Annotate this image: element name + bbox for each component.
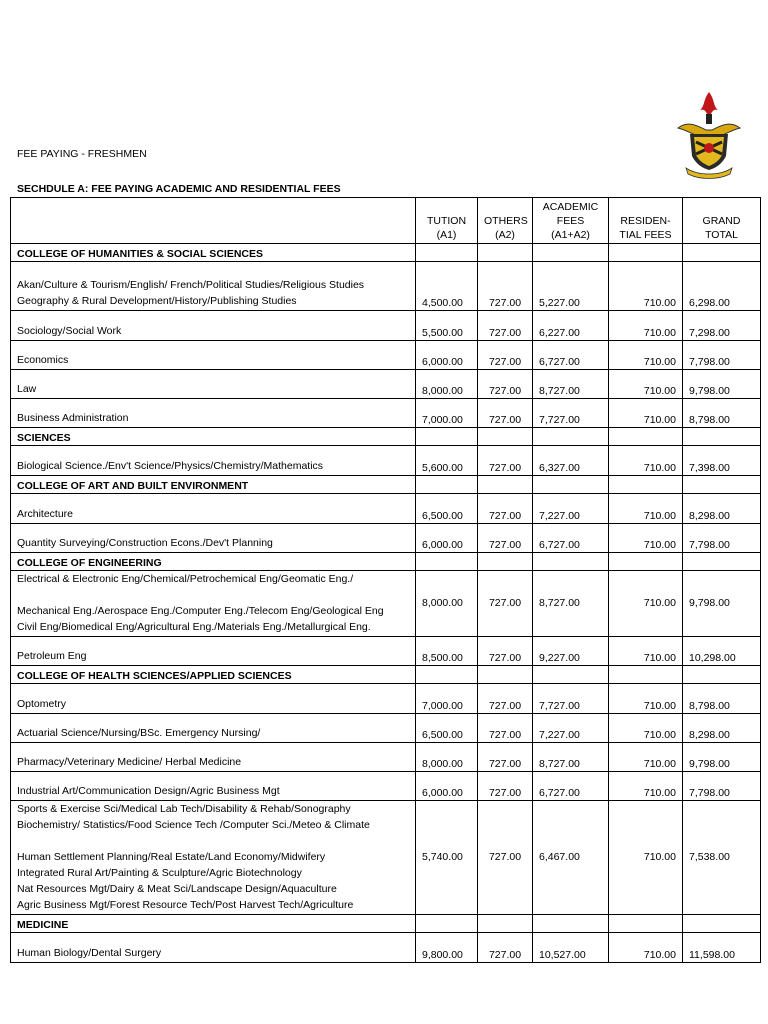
programme-cell (11, 262, 416, 311)
total-cell: 11,598.00 (683, 933, 761, 963)
programme-line: Biological Science./Env't Science/Physics/Chemistry/Mathematics (17, 460, 324, 472)
table-row (11, 571, 761, 637)
academic-fees-column-header: ACADEMIC FEES (A1+A2) (533, 198, 609, 244)
total-cell: 7,538.00 (683, 801, 761, 915)
residential-cell: 710.00 (609, 446, 683, 476)
others-cell: 727.00 (478, 772, 533, 801)
residential-cell: 710.00 (609, 399, 683, 428)
programme-line: Human Settlement Planning/Real Estate/Land Economy/Midwifery (17, 851, 326, 863)
tuition-cell: 6,000.00 (416, 772, 478, 801)
residential-cell: 710.00 (609, 524, 683, 553)
academic-cell: 6,727.00 (533, 524, 609, 553)
others-cell: 727.00 (478, 714, 533, 743)
residential-cell: 710.00 (609, 933, 683, 963)
total-cell: 7,798.00 (683, 772, 761, 801)
total-cell: 8,298.00 (683, 714, 761, 743)
empty-cell (683, 428, 761, 446)
table-row (11, 801, 761, 915)
tuition-cell: 7,000.00 (416, 399, 478, 428)
table-row (11, 446, 761, 476)
programme-line: Law (17, 383, 37, 395)
others-cell: 727.00 (478, 571, 533, 637)
programme-line: Industrial Art/Communication Design/Agric Business Mgt (17, 785, 280, 797)
total-cell: 7,798.00 (683, 524, 761, 553)
programme-line: Human Biology/Dental Surgery (17, 947, 162, 959)
total-cell: 8,798.00 (683, 684, 761, 714)
residential-cell: 710.00 (609, 571, 683, 637)
academic-cell: 8,727.00 (533, 571, 609, 637)
programme-cell (11, 494, 416, 524)
programme-line: Economics (17, 354, 69, 366)
empty-cell (478, 553, 533, 571)
tuition-cell: 5,600.00 (416, 446, 478, 476)
programme-line: Civil Eng/Biomedical Eng/Agricultural Eng./Materials Eng./Metallurgical Eng. (17, 621, 371, 633)
academic-cell: 9,227.00 (533, 637, 609, 666)
table-row (11, 684, 761, 714)
table-row (11, 399, 761, 428)
tuition-cell: 5,500.00 (416, 311, 478, 341)
academic-cell: 8,727.00 (533, 743, 609, 772)
empty-cell (416, 666, 478, 684)
empty-cell (533, 666, 609, 684)
section-title: COLLEGE OF ART AND BUILT ENVIRONMENT (11, 476, 416, 494)
others-cell: 727.00 (478, 399, 533, 428)
programme-line: Optometry (17, 698, 67, 710)
others-cell: 727.00 (478, 494, 533, 524)
programme-cell (11, 714, 416, 743)
empty-cell (478, 915, 533, 933)
empty-cell (609, 553, 683, 571)
empty-cell (478, 666, 533, 684)
academic-cell: 7,727.00 (533, 684, 609, 714)
programme-line: Petroleum Eng (17, 650, 87, 662)
page-title: FEE PAYING - FRESHMEN (17, 148, 147, 160)
residential-cell: 710.00 (609, 311, 683, 341)
others-cell: 727.00 (478, 446, 533, 476)
residential-fees-column-header: RESIDEN- TIAL FEES (609, 198, 683, 244)
academic-cell: 6,227.00 (533, 311, 609, 341)
residential-cell: 710.00 (609, 262, 683, 311)
tuition-cell: 6,000.00 (416, 341, 478, 370)
total-cell: 6,298.00 (683, 262, 761, 311)
empty-cell (416, 476, 478, 494)
section-header-row (11, 666, 761, 684)
empty-cell (533, 915, 609, 933)
residential-cell: 710.00 (609, 772, 683, 801)
empty-cell (683, 915, 761, 933)
programme-cell (11, 571, 416, 637)
table-row (11, 311, 761, 341)
section-title: MEDICINE (11, 915, 416, 933)
academic-cell: 7,227.00 (533, 714, 609, 743)
table-row (11, 524, 761, 553)
residential-cell: 710.00 (609, 637, 683, 666)
residential-cell: 710.00 (609, 743, 683, 772)
others-cell: 727.00 (478, 933, 533, 963)
table-row (11, 370, 761, 399)
table-row (11, 743, 761, 772)
total-cell: 7,398.00 (683, 446, 761, 476)
residential-cell: 710.00 (609, 684, 683, 714)
academic-cell: 6,327.00 (533, 446, 609, 476)
others-cell: 727.00 (478, 341, 533, 370)
table-row (11, 341, 761, 370)
programme-cell (11, 637, 416, 666)
total-cell: 10,298.00 (683, 637, 761, 666)
table-row (11, 637, 761, 666)
section-header-row (11, 553, 761, 571)
programme-cell (11, 399, 416, 428)
section-header-row (11, 476, 761, 494)
academic-cell: 6,727.00 (533, 341, 609, 370)
programme-cell (11, 524, 416, 553)
table-row (11, 494, 761, 524)
tuition-cell: 9,800.00 (416, 933, 478, 963)
empty-cell (533, 244, 609, 262)
academic-cell: 7,727.00 (533, 399, 609, 428)
empty-cell (416, 553, 478, 571)
programme-cell (11, 801, 416, 915)
schedule-title: SECHDULE A: FEE PAYING ACADEMIC AND RESIDENTIAL FEES (17, 183, 341, 195)
others-cell: 727.00 (478, 801, 533, 915)
programme-line: Electrical & Electronic Eng/Chemical/Petrochemical Eng/Geomatic Eng./ (17, 573, 354, 585)
section-title: COLLEGE OF HEALTH SCIENCES/APPLIED SCIENCES (11, 666, 416, 684)
programme-line: Biochemistry/ Statistics/Food Science Tech /Computer Sci./Meteo & Climate (17, 819, 370, 831)
total-cell: 7,298.00 (683, 311, 761, 341)
tuition-cell: 8,500.00 (416, 637, 478, 666)
total-cell: 9,798.00 (683, 571, 761, 637)
programme-cell (11, 311, 416, 341)
tuition-cell: 8,000.00 (416, 370, 478, 399)
tuition-column-header: TUTION (A1) (416, 198, 478, 244)
total-cell: 8,798.00 (683, 399, 761, 428)
others-cell: 727.00 (478, 637, 533, 666)
programme-cell (11, 341, 416, 370)
empty-cell (533, 428, 609, 446)
tuition-cell: 8,000.00 (416, 743, 478, 772)
residential-cell: 710.00 (609, 801, 683, 915)
others-cell: 727.00 (478, 370, 533, 399)
grand-total-column-header: GRAND TOTAL (683, 198, 761, 244)
programme-line: Geography & Rural Development/History/Publishing Studies (17, 295, 297, 307)
empty-cell (683, 666, 761, 684)
empty-cell (683, 553, 761, 571)
academic-cell: 7,227.00 (533, 494, 609, 524)
empty-cell (533, 553, 609, 571)
tuition-cell: 6,000.00 (416, 524, 478, 553)
empty-cell (478, 428, 533, 446)
tuition-cell: 7,000.00 (416, 684, 478, 714)
total-cell: 7,798.00 (683, 341, 761, 370)
others-cell: 727.00 (478, 262, 533, 311)
programme-line: Akan/Culture & Tourism/English/ French/Political Studies/Religious Studies (17, 279, 365, 291)
programme-line: Nat Resources Mgt/Dairy & Meat Sci/Landscape Design/Aquaculture (17, 883, 337, 895)
tuition-cell: 4,500.00 (416, 262, 478, 311)
empty-cell (478, 476, 533, 494)
tuition-cell: 8,000.00 (416, 571, 478, 637)
total-cell: 9,798.00 (683, 743, 761, 772)
empty-cell (416, 428, 478, 446)
programme-line: Actuarial Science/Nursing/BSc. Emergency Nursing/ (17, 727, 261, 739)
programme-cell (11, 743, 416, 772)
empty-cell (683, 244, 761, 262)
section-title: COLLEGE OF HUMANITIES & SOCIAL SCIENCES (11, 244, 416, 262)
academic-cell: 6,727.00 (533, 772, 609, 801)
empty-cell (609, 244, 683, 262)
academic-cell: 10,527.00 (533, 933, 609, 963)
others-cell: 727.00 (478, 524, 533, 553)
section-title: COLLEGE OF ENGINEERING (11, 553, 416, 571)
others-cell: 727.00 (478, 311, 533, 341)
academic-cell: 6,467.00 (533, 801, 609, 915)
total-cell: 8,298.00 (683, 494, 761, 524)
table-row (11, 714, 761, 743)
programme-cell (11, 446, 416, 476)
empty-cell (609, 666, 683, 684)
tuition-cell: 6,500.00 (416, 714, 478, 743)
tuition-cell: 5,740.00 (416, 801, 478, 915)
empty-cell (416, 244, 478, 262)
empty-cell (533, 476, 609, 494)
university-crest-logo (676, 90, 742, 180)
residential-cell: 710.00 (609, 714, 683, 743)
empty-cell (478, 244, 533, 262)
empty-cell (609, 476, 683, 494)
section-title: SCIENCES (11, 428, 416, 446)
programme-line (17, 587, 409, 603)
section-header-row (11, 244, 761, 262)
empty-cell (609, 428, 683, 446)
programme-line: Integrated Rural Art/Painting & Sculpture/Agric Biotechnology (17, 867, 302, 879)
table-row (11, 933, 761, 963)
programme-line: Mechanical Eng./Aerospace Eng./Computer Eng./Telecom Eng/Geological Eng (17, 605, 384, 617)
programme-line: Quantity Surveying/Construction Econs./Dev't Planning (17, 537, 273, 549)
programme-cell (11, 370, 416, 399)
programme-line (17, 833, 409, 849)
total-cell: 9,798.00 (683, 370, 761, 399)
residential-cell: 710.00 (609, 494, 683, 524)
table-header-row (11, 198, 761, 244)
programme-cell (11, 684, 416, 714)
programme-line: Architecture (17, 508, 74, 520)
tuition-cell: 6,500.00 (416, 494, 478, 524)
programme-column-header (11, 198, 416, 244)
academic-cell: 8,727.00 (533, 370, 609, 399)
empty-cell (609, 915, 683, 933)
fees-table (10, 197, 761, 963)
academic-cell: 5,227.00 (533, 262, 609, 311)
residential-cell: 710.00 (609, 341, 683, 370)
programme-cell (11, 772, 416, 801)
programme-line: Agric Business Mgt/Forest Resource Tech/Post Harvest Tech/Agriculture (17, 899, 354, 911)
others-cell: 727.00 (478, 743, 533, 772)
empty-cell (683, 476, 761, 494)
programme-line: Business Administration (17, 412, 129, 424)
table-row (11, 262, 761, 311)
others-column-header: OTHERS (A2) (478, 198, 533, 244)
others-cell: 727.00 (478, 684, 533, 714)
section-header-row (11, 428, 761, 446)
programme-line: Sociology/Social Work (17, 325, 122, 337)
section-header-row (11, 915, 761, 933)
table-row (11, 772, 761, 801)
empty-cell (416, 915, 478, 933)
programme-line: Sports & Exercise Sci/Medical Lab Tech/Disability & Rehab/Sonography (17, 803, 351, 815)
residential-cell: 710.00 (609, 370, 683, 399)
programme-cell (11, 933, 416, 963)
programme-line: Pharmacy/Veterinary Medicine/ Herbal Medicine (17, 756, 242, 768)
